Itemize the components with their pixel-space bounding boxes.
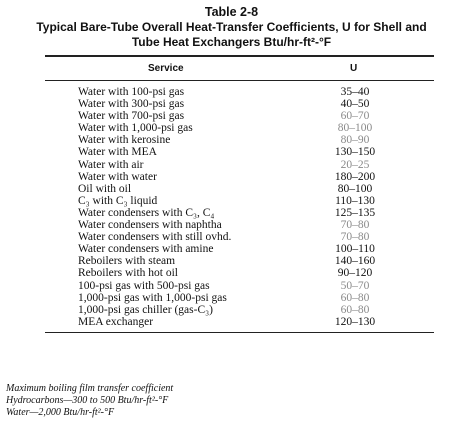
table-row	[0, 110, 463, 122]
service-cell: 1,000-psi gas with 1,000-psi gas	[78, 291, 227, 304]
top-rule	[45, 55, 434, 57]
table-row	[0, 243, 463, 255]
footnote-line-2: Hydrocarbons—300 to 500 Btu/hr-ft²-°F	[6, 395, 169, 406]
u-value-cell: 60–80	[340, 291, 370, 304]
column-header-service: Service	[148, 63, 184, 74]
service-cell: Water with 100-psi gas	[78, 86, 185, 98]
table-title-line-1: Typical Bare-Tube Overall Heat-Transfer Coefficients, U for Shell and	[36, 20, 427, 34]
table-row	[0, 98, 463, 110]
u-value-cell: 80–100	[337, 122, 373, 135]
u-value-cell: 35–40	[340, 86, 370, 98]
header-rule	[45, 80, 434, 81]
service-cell: Reboilers with steam	[78, 255, 176, 268]
table-row	[0, 255, 463, 267]
column-header-u: U	[350, 63, 358, 74]
u-value-cell: 100–110	[335, 243, 375, 256]
service-cell: Water with MEA	[78, 146, 157, 159]
table-row	[0, 207, 463, 219]
service-cell: Water with kerosine	[78, 134, 171, 147]
u-value-cell: 125–135	[334, 206, 376, 219]
service-cell: Oil with oil	[78, 182, 132, 195]
u-value-cell: 60–70	[340, 110, 370, 123]
service-cell: MEA exchanger	[78, 315, 154, 328]
bottom-rule	[45, 332, 434, 333]
service-cell: Water with water	[78, 170, 157, 183]
service-cell: Water with air	[78, 158, 144, 171]
table-row	[0, 159, 463, 171]
u-value-cell: 40–50	[340, 98, 370, 111]
table-number: Table 2-8	[204, 5, 259, 19]
service-cell: Water condensers with still ovhd.	[78, 231, 232, 244]
u-value-cell: 80–100	[337, 182, 373, 195]
u-value-cell: 70–80	[340, 231, 370, 244]
table-row	[0, 171, 463, 183]
table-row	[0, 267, 463, 279]
u-value-cell: 50–70	[340, 279, 370, 292]
u-value-cell: 110–130	[335, 194, 375, 207]
u-value-cell: 90–120	[337, 267, 373, 280]
service-cell: Water with 300-psi gas	[78, 98, 185, 111]
table-title-line-2: Tube Heat Exchangers Btu/hr-ft²-°F	[131, 35, 332, 49]
u-value-cell: 60–80	[340, 303, 370, 316]
u-value-cell: 20–25	[340, 158, 370, 171]
service-cell: C₃ with C₃ liquid	[78, 194, 158, 207]
table-row	[0, 316, 463, 328]
footnote-line-1: Maximum boiling film transfer coefficient	[6, 383, 174, 394]
table-row	[0, 219, 463, 231]
u-value-cell: 70–80	[340, 219, 370, 232]
service-cell: Reboilers with hot oil	[78, 267, 178, 280]
table-row	[0, 183, 463, 195]
footnote-line-3: Water—2,000 Btu/hr-ft²-°F	[6, 407, 115, 418]
table-row	[0, 134, 463, 146]
table-row	[0, 231, 463, 243]
table-row	[0, 146, 463, 158]
u-value-cell: 180–200	[334, 170, 376, 183]
service-cell: 1,000-psi gas chiller (gas-C₃)	[78, 303, 213, 316]
table-row	[0, 195, 463, 207]
service-cell: Water condensers with naphtha	[78, 219, 222, 232]
table-caption	[0, 5, 463, 50]
table-row	[0, 122, 463, 134]
u-value-cell: 140–160	[334, 255, 376, 268]
table-row	[0, 304, 463, 316]
u-value-cell: 80–90	[340, 134, 370, 147]
service-cell: Water condensers with C₃, C₄	[78, 206, 215, 219]
u-value-cell: 130–150	[334, 146, 376, 159]
table-row	[0, 280, 463, 292]
service-cell: Water with 1,000-psi gas	[78, 122, 193, 135]
service-cell: 100-psi gas with 500-psi gas	[78, 279, 210, 292]
service-cell: Water condensers with amine	[78, 243, 214, 256]
table-body	[0, 86, 463, 328]
table-row	[0, 86, 463, 98]
u-value-cell: 120–130	[334, 315, 376, 328]
table-row	[0, 292, 463, 304]
service-cell: Water with 700-psi gas	[78, 110, 185, 123]
